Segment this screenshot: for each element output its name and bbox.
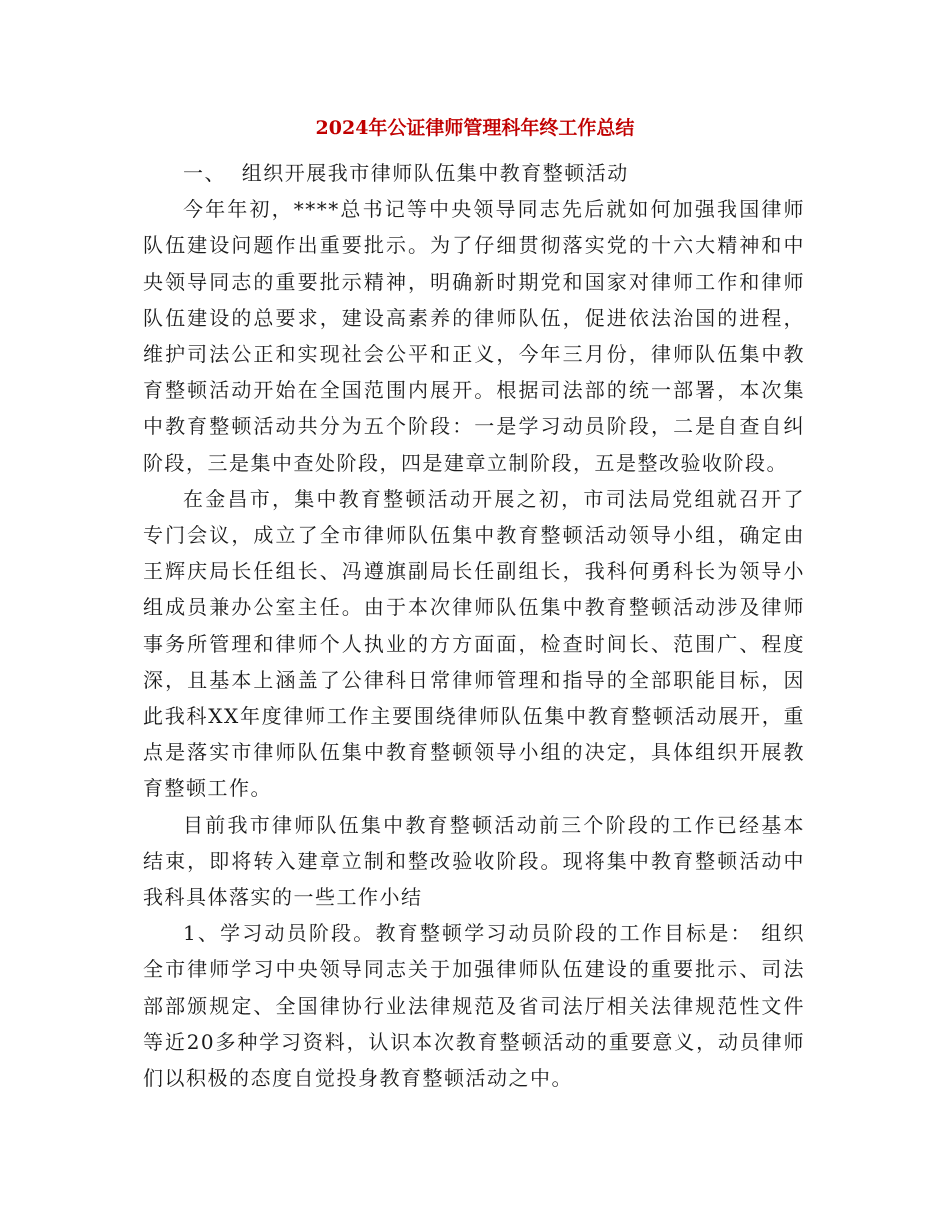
paragraph-2: 在金昌市，集中教育整顿活动开展之初，市司法局党组就召开了专门会议，成立了全市律师队伍集中教育整顿活动领导小组，确定由王辉庆局长任组长、冯遵旗副局长任副组长，我科何勇科长为领导小组成员兼办公室主任。由于本次律师队伍集中教育整顿活动涉及律师事务所管理和律师个人执业的方方面面，检查时间长、范围广、程度深，且基本上涵盖了公律科日常律师管理和指导的全部职能目标，因此我科XX年度律师工作主要围绕律师队伍集中教育整顿活动展开，重点是落实市律师队伍集中教育整顿领导小组的决定，具体组织开展教育整顿工作。 <box>143 486 805 801</box>
paragraph-1: 今年年初，****总书记等中央领导同志先后就如何加强我国律师队伍建设问题作出重要批示。为了仔细贯彻落实党的十六大精神和中央领导同志的重要批示精神，明确新时期党和国家对律师工作和律师队伍建设的总要求，建设高素养的律师队伍，促进依法治国的进程，维护司法公正和实现社会公平和正义，今年三月份，律师队伍集中教育整顿活动开始在全国范围内展开。根据司法部的统一部署，本次集中教育整顿活动共分为五个阶段：一是学习动员阶段，二是自查自纠阶段，三是集中查处阶段，四是建章立制阶段，五是整改验收阶段。 <box>143 197 805 475</box>
paragraph-4: 1、学习动员阶段。教育整顿学习动员阶段的工作目标是： 组织全市律师学习中央领导同志关于加强律师队伍建设的重要批示、司法部部颁规定、全国律协行业法律规范及省司法厅相关法律规范性文件等近20多种学习资料，认识本次教育整顿活动的重要意义，动员律师们以积极的态度自觉投身教育整顿活动之中。 <box>143 921 805 1091</box>
section-heading: 一、 组织开展我市律师队伍集中教育整顿活动 <box>183 161 629 185</box>
document-title: 2024年公证律师管理科年终工作总结 <box>315 117 635 139</box>
document-body <box>143 155 805 1096</box>
paragraph-3: 目前我市律师队伍集中教育整顿活动前三个阶段的工作已经基本结束，即将转入建章立制和整改验收阶段。现将集中教育整顿活动中我科具体落实的一些工作小结 <box>143 812 805 910</box>
